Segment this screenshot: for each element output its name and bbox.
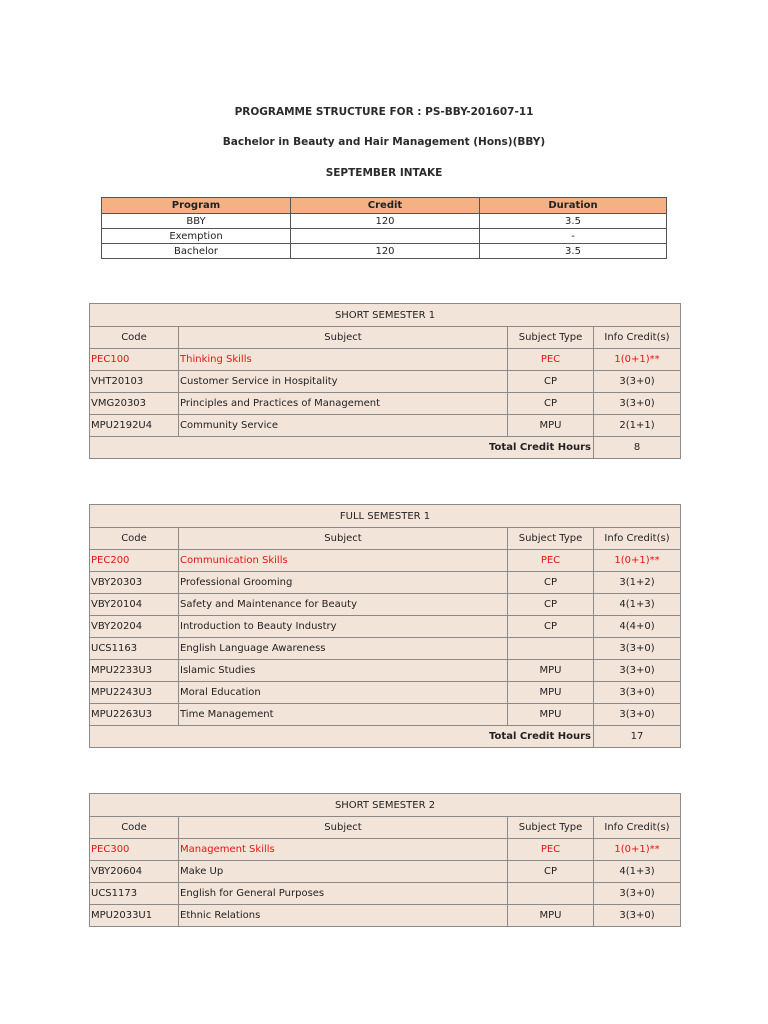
credit-cell: 4(1+3) bbox=[594, 861, 681, 883]
code-cell: MPU2233U3 bbox=[90, 660, 179, 682]
total-credit-hours: 8 bbox=[594, 437, 681, 459]
subject-cell: Safety and Maintenance for Beauty bbox=[179, 594, 508, 616]
table-row bbox=[102, 214, 667, 229]
col-credit: Credit bbox=[291, 198, 480, 214]
code-cell: VBY20604 bbox=[90, 861, 179, 883]
table-row bbox=[90, 572, 681, 594]
type-cell bbox=[508, 638, 594, 660]
subject-cell: English for General Purposes bbox=[179, 883, 508, 905]
program-summary-table bbox=[101, 197, 667, 259]
code-cell: PEC300 bbox=[90, 839, 179, 861]
cell: 3.5 bbox=[480, 214, 667, 229]
credit-cell: 3(3+0) bbox=[594, 660, 681, 682]
col-duration: Duration bbox=[480, 198, 667, 214]
semester-title: FULL SEMESTER 1 bbox=[90, 505, 681, 528]
table-row bbox=[90, 594, 681, 616]
type-cell: CP bbox=[508, 594, 594, 616]
table-row bbox=[90, 415, 681, 437]
programme-structure-title: PROGRAMME STRUCTURE FOR : PS-BBY-201607-11 bbox=[234, 106, 534, 118]
table-row bbox=[90, 660, 681, 682]
table-row bbox=[90, 905, 681, 927]
credit-cell: 3(3+0) bbox=[594, 682, 681, 704]
credit-cell: 3(3+0) bbox=[594, 393, 681, 415]
table-row bbox=[90, 616, 681, 638]
table-row bbox=[90, 638, 681, 660]
total-row bbox=[90, 726, 681, 748]
credit-cell: 3(3+0) bbox=[594, 371, 681, 393]
cell: Exemption bbox=[102, 229, 291, 244]
credit-cell: 3(3+0) bbox=[594, 905, 681, 927]
credit-cell: 3(3+0) bbox=[594, 704, 681, 726]
code-cell: PEC200 bbox=[90, 550, 179, 572]
subject-cell: Thinking Skills bbox=[179, 349, 508, 371]
code-cell: VHT20103 bbox=[90, 371, 179, 393]
cell: BBY bbox=[102, 214, 291, 229]
credit-cell: 3(3+0) bbox=[594, 638, 681, 660]
type-cell: CP bbox=[508, 371, 594, 393]
subject-cell: Professional Grooming bbox=[179, 572, 508, 594]
credit-cell: 1(0+1)** bbox=[594, 349, 681, 371]
table-row bbox=[90, 371, 681, 393]
subject-cell: Communication Skills bbox=[179, 550, 508, 572]
col-subject-type: Subject Type bbox=[508, 528, 594, 550]
subject-cell: Moral Education bbox=[179, 682, 508, 704]
cell: - bbox=[480, 229, 667, 244]
type-cell: PEC bbox=[508, 839, 594, 861]
total-credit-hours: 17 bbox=[594, 726, 681, 748]
credit-cell: 2(1+1) bbox=[594, 415, 681, 437]
subject-cell: Introduction to Beauty Industry bbox=[179, 616, 508, 638]
type-cell: MPU bbox=[508, 660, 594, 682]
semester-title: SHORT SEMESTER 2 bbox=[90, 794, 681, 817]
table-row bbox=[90, 704, 681, 726]
subject-cell: Principles and Practices of Management bbox=[179, 393, 508, 415]
credit-cell: 1(0+1)** bbox=[594, 550, 681, 572]
type-cell: PEC bbox=[508, 550, 594, 572]
col-subject: Subject bbox=[179, 817, 508, 839]
col-code: Code bbox=[90, 327, 179, 349]
short-semester-1-table bbox=[89, 303, 681, 459]
table-row bbox=[102, 244, 667, 259]
col-info-credits: Info Credit(s) bbox=[594, 327, 681, 349]
code-cell: MPU2033U1 bbox=[90, 905, 179, 927]
type-cell: CP bbox=[508, 616, 594, 638]
type-cell: MPU bbox=[508, 905, 594, 927]
credit-cell: 4(1+3) bbox=[594, 594, 681, 616]
code-cell: VBY20104 bbox=[90, 594, 179, 616]
col-info-credits: Info Credit(s) bbox=[594, 528, 681, 550]
table-row bbox=[90, 861, 681, 883]
col-subject: Subject bbox=[179, 327, 508, 349]
table-row bbox=[102, 229, 667, 244]
col-subject: Subject bbox=[179, 528, 508, 550]
cell: Bachelor bbox=[102, 244, 291, 259]
subject-cell: Customer Service in Hospitality bbox=[179, 371, 508, 393]
code-cell: MPU2243U3 bbox=[90, 682, 179, 704]
credit-cell: 3(3+0) bbox=[594, 883, 681, 905]
cell bbox=[291, 229, 480, 244]
total-label: Total Credit Hours bbox=[90, 437, 594, 459]
table-row bbox=[90, 349, 681, 371]
cell: 120 bbox=[291, 214, 480, 229]
subject-cell: English Language Awareness bbox=[179, 638, 508, 660]
total-label: Total Credit Hours bbox=[90, 726, 594, 748]
type-cell: MPU bbox=[508, 682, 594, 704]
subject-cell: Management Skills bbox=[179, 839, 508, 861]
col-program: Program bbox=[102, 198, 291, 214]
intake-label: SEPTEMBER INTAKE bbox=[325, 167, 443, 179]
semester-title: SHORT SEMESTER 1 bbox=[90, 304, 681, 327]
subject-cell: Time Management bbox=[179, 704, 508, 726]
code-cell: VMG20303 bbox=[90, 393, 179, 415]
table-row bbox=[90, 883, 681, 905]
code-cell: PEC100 bbox=[90, 349, 179, 371]
table-row bbox=[90, 839, 681, 861]
subject-cell: Make Up bbox=[179, 861, 508, 883]
code-cell: MPU2263U3 bbox=[90, 704, 179, 726]
type-cell: PEC bbox=[508, 349, 594, 371]
type-cell: CP bbox=[508, 393, 594, 415]
col-code: Code bbox=[90, 817, 179, 839]
code-cell: VBY20204 bbox=[90, 616, 179, 638]
subject-cell: Islamic Studies bbox=[179, 660, 508, 682]
code-cell: UCS1163 bbox=[90, 638, 179, 660]
table-row bbox=[90, 550, 681, 572]
programme-name: Bachelor in Beauty and Hair Management (Hons)(BBY) bbox=[222, 136, 546, 148]
col-code: Code bbox=[90, 528, 179, 550]
short-semester-2-table bbox=[89, 793, 681, 927]
subject-cell: Ethnic Relations bbox=[179, 905, 508, 927]
col-subject-type: Subject Type bbox=[508, 817, 594, 839]
credit-cell: 1(0+1)** bbox=[594, 839, 681, 861]
table-row bbox=[90, 682, 681, 704]
type-cell: MPU bbox=[508, 415, 594, 437]
cell: 120 bbox=[291, 244, 480, 259]
cell: 3.5 bbox=[480, 244, 667, 259]
type-cell: MPU bbox=[508, 704, 594, 726]
credit-cell: 3(1+2) bbox=[594, 572, 681, 594]
type-cell: CP bbox=[508, 572, 594, 594]
full-semester-1-table bbox=[89, 504, 681, 748]
code-cell: VBY20303 bbox=[90, 572, 179, 594]
code-cell: MPU2192U4 bbox=[90, 415, 179, 437]
table-row bbox=[90, 393, 681, 415]
credit-cell: 4(4+0) bbox=[594, 616, 681, 638]
col-subject-type: Subject Type bbox=[508, 327, 594, 349]
type-cell bbox=[508, 883, 594, 905]
code-cell: UCS1173 bbox=[90, 883, 179, 905]
col-info-credits: Info Credit(s) bbox=[594, 817, 681, 839]
type-cell: CP bbox=[508, 861, 594, 883]
total-row bbox=[90, 437, 681, 459]
subject-cell: Community Service bbox=[179, 415, 508, 437]
